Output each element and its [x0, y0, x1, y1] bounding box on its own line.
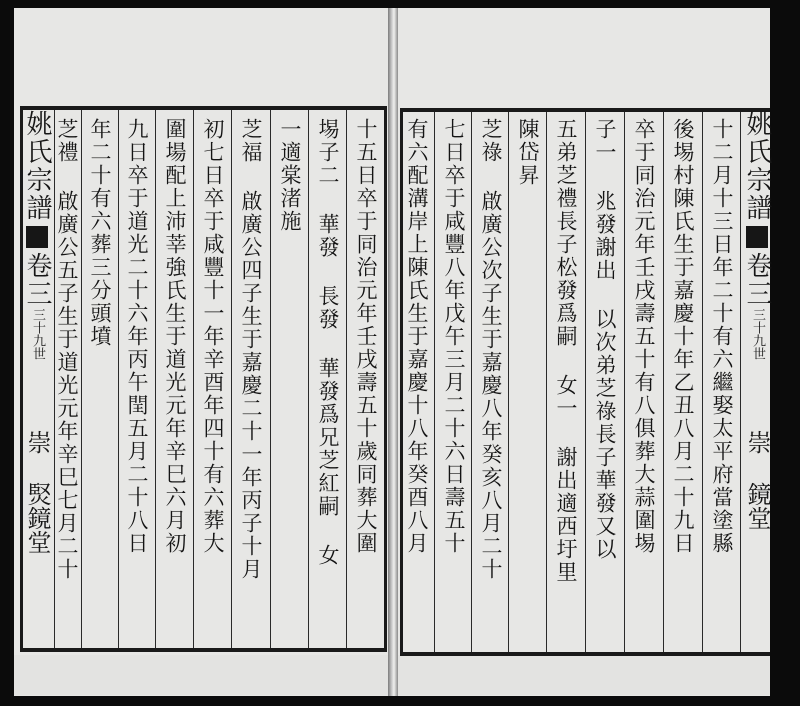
- text-column: 子一 兆發謝出 以次弟芝祿長子華發又以: [593, 118, 617, 561]
- volume-number: 卷三: [22, 252, 52, 308]
- left-frame-top: [20, 106, 386, 110]
- left-frame-inner: [384, 106, 387, 652]
- rule: [663, 112, 664, 652]
- fish-tail-mark: [26, 226, 48, 248]
- rule: [508, 112, 509, 652]
- book-gutter: [388, 8, 398, 696]
- fish-tail-mark: [746, 226, 768, 248]
- rule: [585, 112, 586, 652]
- text-column: 陳岱昇: [516, 118, 540, 187]
- right-frame-bottom: [400, 652, 770, 656]
- right-banjin: [742, 110, 776, 650]
- rule: [471, 112, 472, 652]
- volume-number: 卷三: [742, 252, 772, 308]
- text-column: 五弟芝禮長子松發爲嗣 女一 謝出適西圩里: [554, 118, 578, 584]
- rule: [193, 110, 194, 648]
- text-column: 九日卒于道光二十六年丙午閏五月二十八日: [125, 118, 149, 555]
- rule: [231, 110, 232, 648]
- text-column: 十二月十三日年二十有六繼娶太平府當塗縣: [710, 118, 734, 555]
- rule: [702, 112, 703, 652]
- text-column: 埸子二 華發 長發 華發爲兄芝紅嗣 女: [316, 118, 340, 567]
- rule: [546, 112, 547, 652]
- rule: [346, 110, 347, 648]
- text-column: 卒于同治元年壬戌壽五十有八俱葬大蒜圍埸: [632, 118, 656, 555]
- genealogy-title: 姚氏宗譜: [22, 110, 52, 222]
- rule: [118, 110, 119, 648]
- text-column: 七日卒于咸豐八年戊午三月二十六日壽五十: [442, 118, 466, 555]
- text-column: 芝祿 啟廣公次子生于嘉慶八年癸亥八月二十: [479, 118, 503, 581]
- right-page-margin: [398, 655, 770, 695]
- rule: [155, 110, 156, 648]
- text-column: 十五日卒于同治元年壬戌壽五十歲同葬大圍: [354, 118, 378, 555]
- text-column: 芝禮 啟廣公五子生于道光元年辛巳七月二十: [55, 118, 79, 581]
- rule: [624, 112, 625, 652]
- rule: [270, 110, 271, 648]
- text-column: 後埸村陳氏生于嘉慶十年乙丑八月二十九日: [671, 118, 695, 555]
- text-column: 圍場配上沛莘強氏生于道光元年辛巳六月初: [163, 118, 187, 555]
- text-column: 芝福 啟廣公四子生于嘉慶二十一年丙子十月: [239, 118, 263, 581]
- generation-label: 三十九世: [30, 308, 45, 360]
- text-column: 有六配溝岸上陳氏生于嘉慶十八年癸酉八月: [405, 118, 429, 555]
- rule: [308, 110, 309, 648]
- rule: [434, 112, 435, 652]
- rule: [740, 112, 741, 652]
- text-column: 一適棠渚施: [278, 118, 302, 233]
- text-column: 年二十有六葬三分頭墳: [88, 118, 112, 348]
- left-page-margin: [14, 655, 388, 695]
- text-column: 初七日卒于咸豐十一年辛酉年四十有六葬大: [201, 118, 225, 555]
- hall-name: 崇 㷂鏡堂: [23, 430, 51, 554]
- left-frame-bottom: [20, 648, 386, 652]
- genealogy-title: 姚氏宗譜: [742, 110, 772, 222]
- hall-name: 崇 鏡堂: [743, 430, 771, 530]
- generation-label: 三十九世: [750, 308, 765, 360]
